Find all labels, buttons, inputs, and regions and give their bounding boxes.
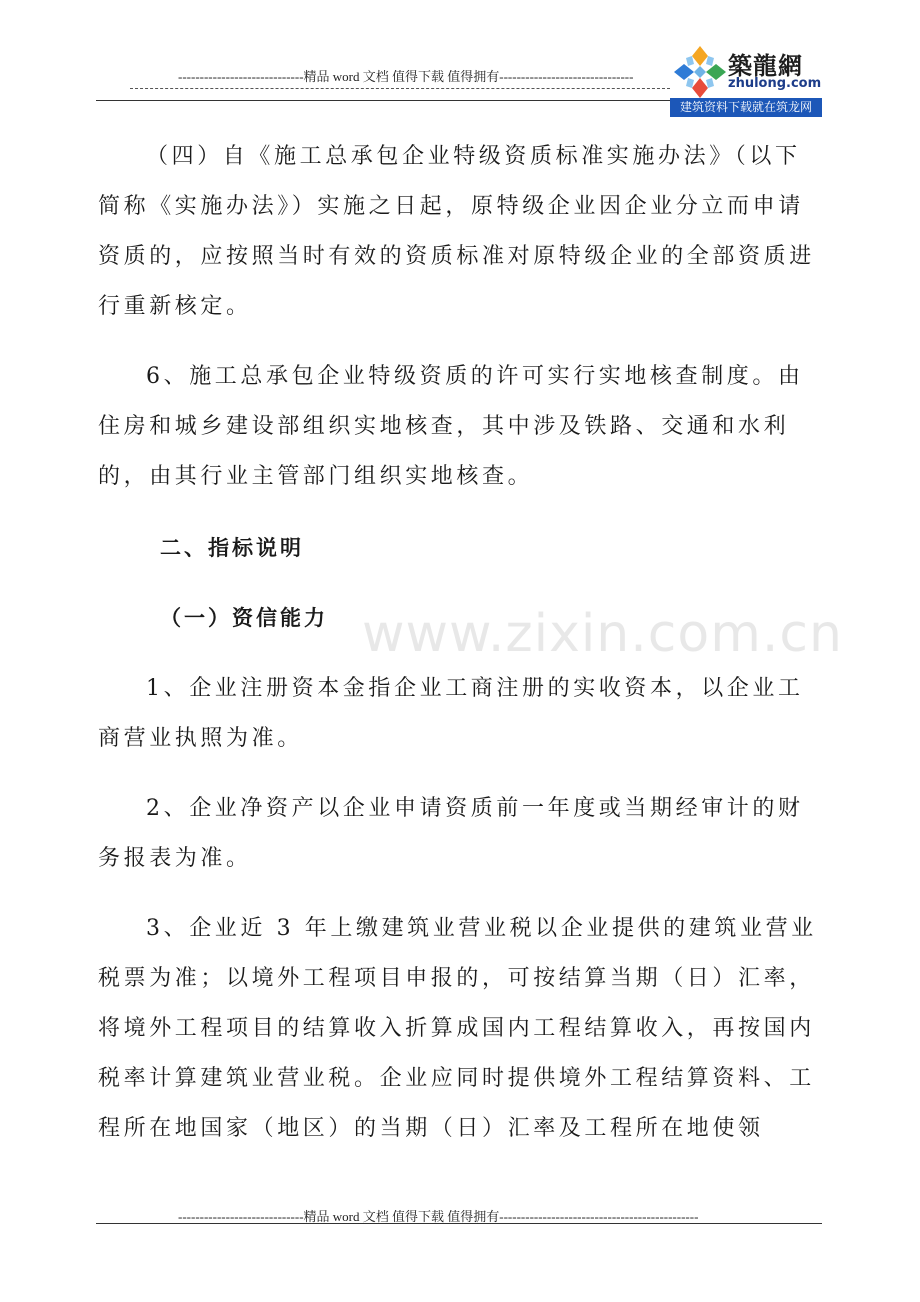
paragraph-4: （四）自《施工总承包企业特级资质标准实施办法》（以下简称《实施办法》）实施之日起，原特级企业因企业分立而申请资质的，应按照当时有效的资质标准对原特级企业的全部资质进行重新核定。	[98, 144, 815, 319]
footer-rule	[96, 1223, 822, 1224]
paragraph-2: 2、企业净资产以企业申请资质前一年度或当期经审计的财务报表为准。	[98, 796, 804, 871]
logo-title: 築龍網	[728, 51, 803, 80]
watermark: www.zixin.com.cn	[362, 604, 843, 664]
header-dashes	[130, 88, 670, 89]
header-rule	[96, 100, 674, 101]
paragraph-3: 3、企业近 3 年上缴建筑业营业税以企业提供的建筑业营业税票为准；以境外工程项目申报的，可按结算当期（日）汇率，将境外工程项目的结算收入折算成国内工程结算收入，再按国内税率计算建筑业营业税。企业应同时提供境外工程结算资料、工程所在地国家（地区）的当期（日）汇率及工程所在地使领	[98, 916, 817, 1141]
paragraph-1: 1、企业注册资本金指企业工商注册的实收资本，以企业工商营业执照为准。	[98, 676, 804, 751]
zhulong-logo	[670, 44, 822, 118]
subsection-heading: （一）资信能力	[160, 606, 328, 630]
header-text: -----------------------------精品 word 文档 值得下载 值得拥有-------------------------------	[178, 69, 634, 84]
footer-text: -----------------------------精品 word 文档 值得下载 值得拥有----------------------------------------------	[178, 1209, 699, 1224]
logo-banner: 建筑资料下载就在筑龙网	[670, 98, 822, 117]
snowflake-logo-icon	[672, 44, 728, 100]
section-heading: 二、指标说明	[160, 536, 304, 560]
paragraph-6: 6、施工总承包企业特级资质的许可实行实地核查制度。由住房和城乡建设部组织实地核查，其中涉及铁路、交通和水利的，由其行业主管部门组织实地核查。	[98, 364, 804, 489]
logo-domain: zhulong.com	[728, 76, 822, 91]
